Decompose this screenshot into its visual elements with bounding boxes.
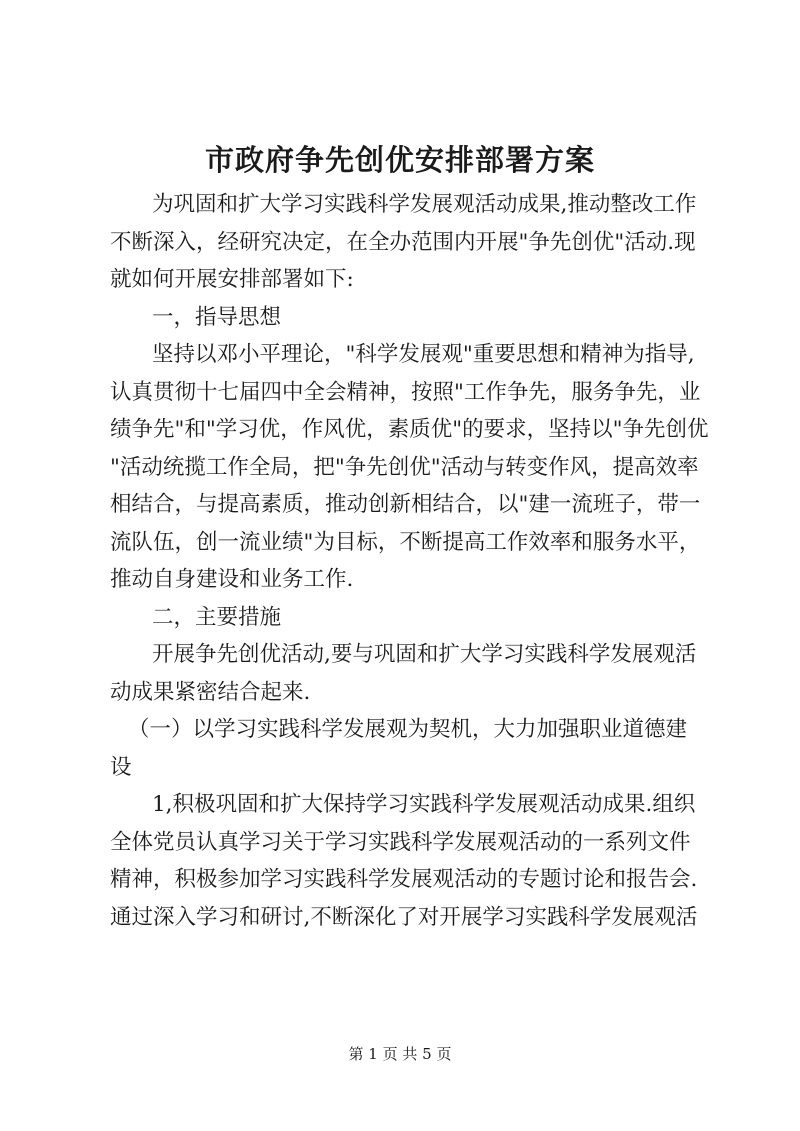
document-title: 市政府争先创优安排部署方案	[204, 143, 595, 177]
paragraph-line: 动成果紧密结合起来.	[110, 679, 311, 705]
paragraph-line: 设	[110, 754, 132, 780]
paragraph-line: 全体党员认真学习关于学习实践科学发展观活动的一系列文件	[110, 829, 691, 855]
paragraph-line: 相结合，与提高素质，推动创新相结合，以"建一流班子，带一	[110, 492, 701, 517]
document-body	[110, 186, 730, 936]
paragraph-line: 精神，积极参加学习实践科学发展观活动的专题讨论和报告会.	[110, 867, 698, 892]
paragraph-line: 为巩固和扩大学习实践科学发展观活动成果,推动整改工作	[152, 192, 697, 217]
paragraph-line: 就如何开展安排部署如下:	[110, 267, 354, 292]
paragraph-line: 通过深入学习和研讨,不断深化了对开展学习实践科学发展观活	[110, 904, 698, 930]
paragraph-line: 不断深入，经研究决定，在全办范围内开展"争先创优"活动.现	[110, 229, 696, 255]
paragraph-line: 流队伍，创一流业绩"为目标，不断提高工作效率和服务水平，	[110, 529, 701, 555]
subsection-heading: （一）以学习实践科学发展观为契机，大力加强职业道德建	[128, 717, 688, 742]
paragraph-line: 推动自身建设和业务工作.	[110, 567, 354, 592]
paragraph-line: 坚持以邓小平理论，"科学发展观"重要思想和精神为指导,	[152, 342, 695, 367]
page-number: 第 1 页 共 5 页	[348, 1045, 452, 1063]
paragraph-line: 绩争先"和"学习优，作风优，素质优"的要求，坚持以"争先创优	[110, 417, 709, 442]
paragraph-line: 开展争先创优活动,要与巩固和扩大学习实践科学发展观活	[152, 642, 697, 667]
paragraph-line: "活动统揽工作全局，把"争先创优"活动与转变作风，提高效率	[110, 454, 699, 480]
paragraph-line: 1,积极巩固和扩大保持学习实践科学发展观活动成果.组织	[152, 792, 696, 817]
section-heading: 一，指导思想	[152, 304, 282, 330]
paragraph-line: 认真贯彻十七届四中全会精神，按照"工作争先，服务争先，业	[110, 379, 701, 405]
section-heading: 二，主要措施	[152, 604, 282, 630]
